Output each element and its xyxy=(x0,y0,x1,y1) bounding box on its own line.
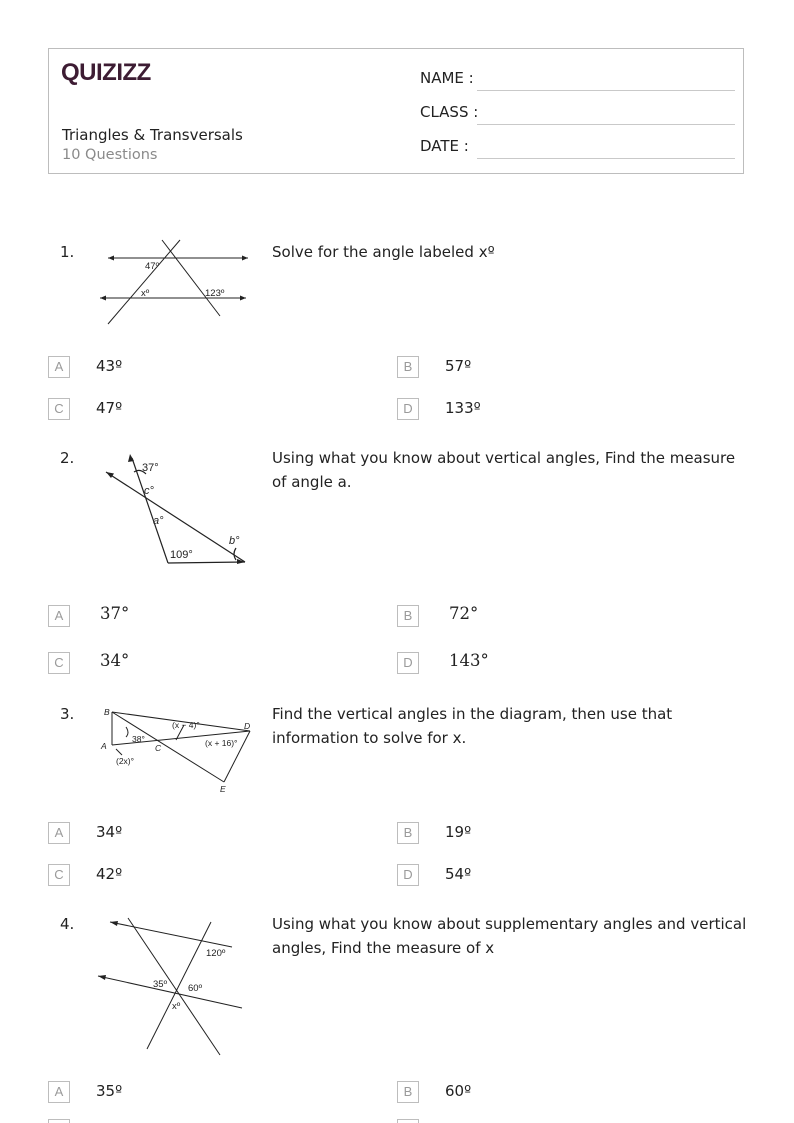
fig3-label-38: 38° xyxy=(132,734,145,744)
fig3-label-E: E xyxy=(220,784,226,794)
q2-option-b-box[interactable]: B xyxy=(397,605,419,627)
fig2-label-37: 37° xyxy=(142,462,159,474)
q1-option-c-text[interactable]: 47º xyxy=(96,399,123,417)
q1-option-d-text[interactable]: 133º xyxy=(445,399,481,417)
question-1-figure xyxy=(96,238,256,330)
q1-option-b-box[interactable]: B xyxy=(397,356,419,378)
q3-option-c-text[interactable]: 42º xyxy=(96,865,123,883)
fig3-label-C: C xyxy=(155,743,162,753)
fig2-label-c: c° xyxy=(144,485,154,497)
fig3-label-A: A xyxy=(101,741,107,751)
fig4-label-120: 120º xyxy=(206,948,226,959)
q1-option-a-box[interactable]: A xyxy=(48,356,70,378)
q1-option-b-text[interactable]: 57º xyxy=(445,357,472,375)
fig1-label-x: xº xyxy=(141,288,150,299)
fig3-label-B: B xyxy=(104,707,110,717)
q4-option-a-text[interactable]: 35º xyxy=(96,1082,123,1100)
q4-option-a-box[interactable]: A xyxy=(48,1081,70,1103)
name-label: NAME : xyxy=(420,69,474,87)
q3-option-a-box[interactable]: A xyxy=(48,822,70,844)
worksheet-header xyxy=(48,48,744,174)
q4-option-c-box-partial[interactable] xyxy=(48,1119,70,1123)
name-line[interactable] xyxy=(477,90,735,91)
question-3-text: Find the vertical angles in the diagram, then use that information to solve for x. xyxy=(272,705,673,747)
q2-option-b-text[interactable]: 72° xyxy=(449,604,479,623)
class-label: CLASS : xyxy=(420,103,479,121)
question-count: 10 Questions xyxy=(62,147,158,163)
quizizz-logo: QUIZIZZ xyxy=(61,59,151,86)
fig3-label-x-minus-4: (x − 4)° xyxy=(172,720,200,730)
fig3-label-x-plus-16: (x + 16)° xyxy=(205,738,238,748)
q2-option-a-text[interactable]: 37° xyxy=(100,604,130,623)
fig3-label-2x: (2x)° xyxy=(116,756,135,766)
question-1-number: 1. xyxy=(60,243,75,261)
q3-option-b-text[interactable]: 19º xyxy=(445,823,472,841)
q3-option-c-box[interactable]: C xyxy=(48,864,70,886)
question-2-figure xyxy=(100,452,250,570)
q3-option-b-box[interactable]: B xyxy=(397,822,419,844)
fig2-label-b: b° xyxy=(229,535,240,547)
q1-option-a-text[interactable]: 43º xyxy=(96,357,123,375)
q3-option-d-text[interactable]: 54º xyxy=(445,865,472,883)
date-label: DATE : xyxy=(420,137,469,155)
fig1-label-123: 123º xyxy=(205,288,225,299)
class-line[interactable] xyxy=(477,124,735,125)
fig4-label-x: xº xyxy=(172,1001,181,1012)
q2-option-d-text[interactable]: 143° xyxy=(449,651,489,670)
question-4-figure xyxy=(94,914,246,1056)
q3-option-a-text[interactable]: 34º xyxy=(96,823,123,841)
worksheet-title: Triangles & Transversals xyxy=(62,126,243,144)
q4-option-b-text[interactable]: 60º xyxy=(445,1082,472,1100)
q2-option-c-box[interactable]: C xyxy=(48,652,70,674)
fig3-label-D: D xyxy=(244,721,251,731)
question-2-text: Using what you know about vertical angles, Find the measure of angle a. xyxy=(272,449,736,491)
fig2-label-a: a° xyxy=(153,515,164,527)
q1-option-d-box[interactable]: D xyxy=(397,398,419,420)
fig1-label-47: 47º xyxy=(145,261,160,272)
question-2-number: 2. xyxy=(60,449,75,467)
date-line[interactable] xyxy=(477,158,735,159)
question-1-text: Solve for the angle labeled xº xyxy=(272,243,495,261)
q4-option-d-box-partial[interactable] xyxy=(397,1119,419,1123)
date-field[interactable] xyxy=(420,137,735,157)
question-3-figure xyxy=(98,703,254,795)
question-3-number: 3. xyxy=(60,705,75,723)
question-4-text: Using what you know about supplementary angles and vertical angles, Find the measure of x xyxy=(272,915,747,957)
fig2-label-109: 109° xyxy=(170,549,193,561)
fig4-label-60: 60º xyxy=(188,983,203,994)
q4-option-b-box[interactable]: B xyxy=(397,1081,419,1103)
q1-option-c-box[interactable]: C xyxy=(48,398,70,420)
fig4-label-35: 35º xyxy=(153,979,168,990)
q2-option-c-text[interactable]: 34° xyxy=(100,651,130,670)
name-field[interactable] xyxy=(420,69,735,89)
q2-option-a-box[interactable]: A xyxy=(48,605,70,627)
question-4-number: 4. xyxy=(60,915,75,933)
class-field[interactable] xyxy=(420,103,735,123)
q3-option-d-box[interactable]: D xyxy=(397,864,419,886)
q2-option-d-box[interactable]: D xyxy=(397,652,419,674)
